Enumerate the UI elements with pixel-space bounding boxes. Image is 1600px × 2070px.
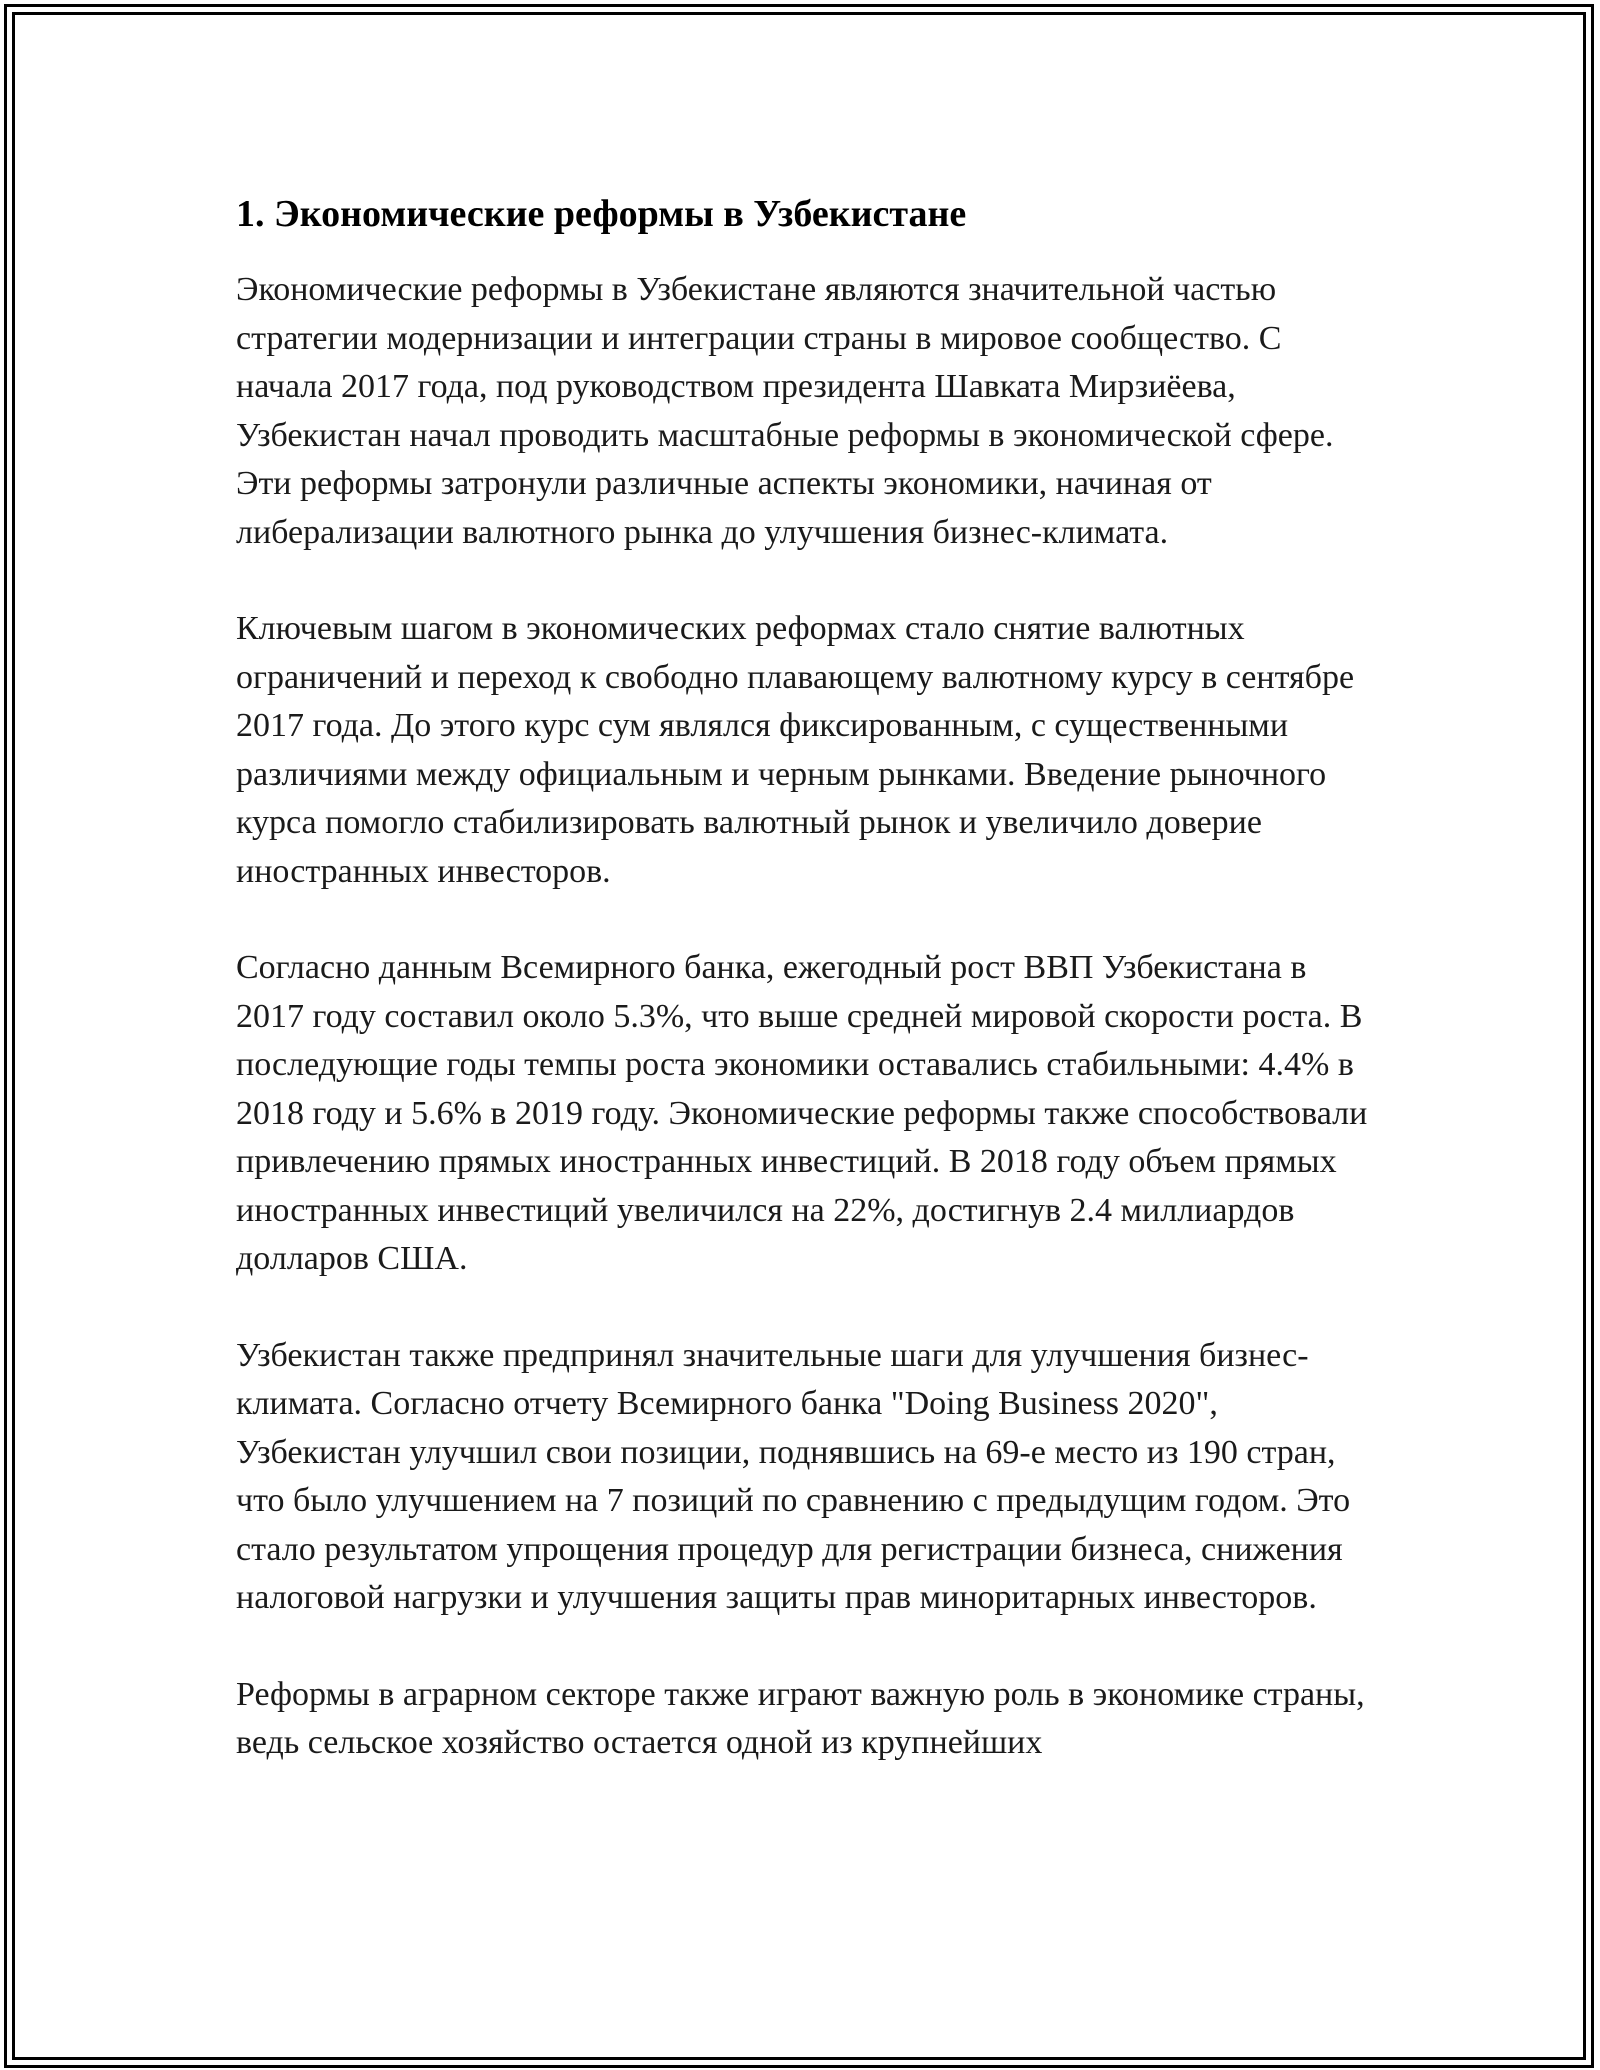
paragraph-business-climate: Узбекистан также предпринял значительные шаги для улучшения бизнес-климата. Согласно отчету Всемирного банка "Doing Business 2020", Узбекистан улучшил свои позиции, поднявшись на 69-е место из 190 стран, что было улучшением на 7 позиций по сравнению с предыдущим годом. Это стало результатом упрощения процедур для регистрации бизнеса, снижения налоговой нагрузки и улучшения защиты прав миноритарных инвесторов. (236, 1336, 1351, 1616)
paragraph-agriculture: Реформы в аграрном секторе также играют важную роль в экономике страны, ведь сельское хозяйство остается одной из крупнейших (236, 1675, 1365, 1761)
paragraph-currency: Ключевым шагом в экономических реформах стало снятие валютных ограничений и переход к свободно плавающему валютному курсу в сентябре 2017 года. До этого курс сум являлся фиксированным, с существенными различиями между официальным и черным рынками. Введение рыночного курса помогло стабилизировать валютный рынок и увеличило доверие иностранных инвесторов. (236, 610, 1355, 890)
document-body (236, 186, 1376, 1768)
paragraph-intro: Экономические реформы в Узбекистане являются значительной частью стратегии модернизации и интеграции страны в мировое сообщество. С начала 2017 года, под руководством президента Шавката Мирзиёева, Узбекистан начал проводить масштабные реформы в экономической сфере. Эти реформы затронули различные аспекты экономики, начиная от либерализации валютного рынка до улучшения бизнес-климата. (236, 271, 1334, 551)
section-heading: 1. Экономические реформы в Узбекистане (236, 193, 967, 235)
paragraph-gdp: Согласно данным Всемирного банка, ежегодный рост ВВП Узбекистана в 2017 году составил около 5.3%, что выше средней мировой скорости роста. В последующие годы темпы роста экономики оставались стабильными: 4.4% в 2018 году и 5.6% в 2019 году. Экономические реформы также способствовали привлечению прямых иностранных инвестиций. В 2018 году объем прямых иностранных инвестиций увеличился на 22%, достигнув 2.4 миллиардов долларов США. (236, 949, 1368, 1277)
